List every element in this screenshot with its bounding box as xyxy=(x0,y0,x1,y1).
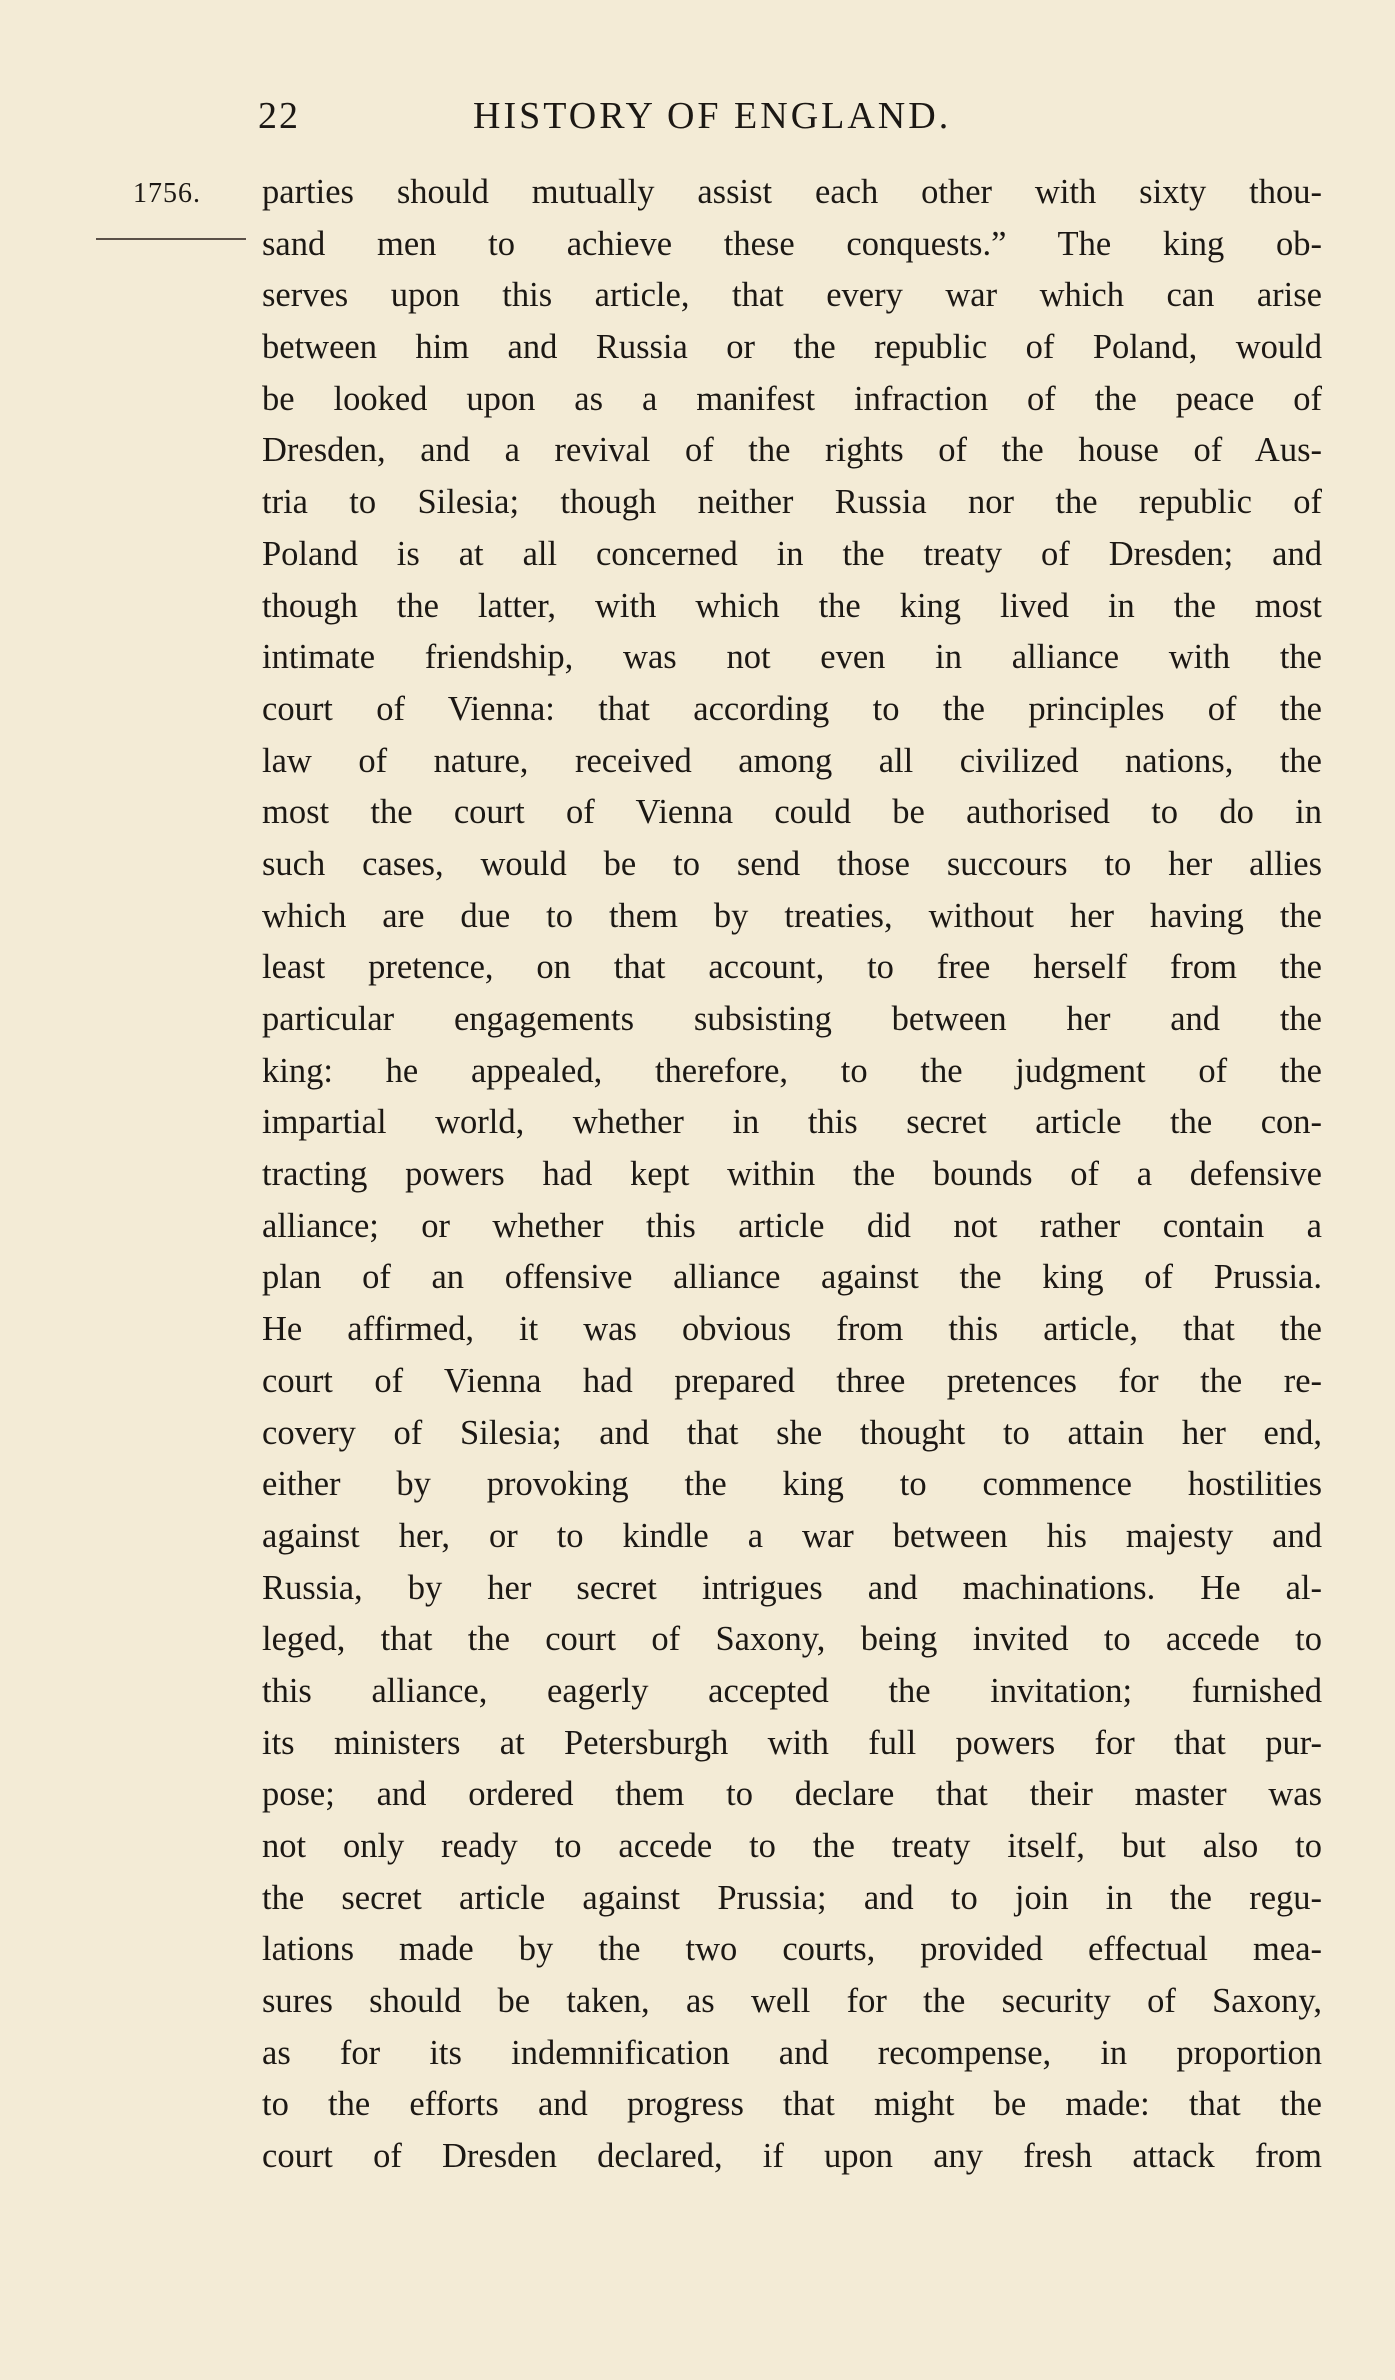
text-line: between him and Russia or the republic of Poland, would xyxy=(262,328,1322,367)
margin-rule xyxy=(96,238,246,240)
running-head xyxy=(258,86,1098,146)
text-line: its ministers at Petersburgh with full powers for that pur- xyxy=(262,1723,1322,1762)
text-line: Poland is at all concerned in the treaty of Dresden; and xyxy=(262,534,1322,573)
text-line: king: he appealed, therefore, to the judgment of the xyxy=(262,1051,1322,1090)
text-line: court of Vienna had prepared three pretences for the re- xyxy=(262,1361,1322,1400)
text-line: particular engagements subsisting between her and the xyxy=(262,1000,1322,1038)
text-line: such cases, would be to send those succours to her allies xyxy=(262,844,1322,883)
text-line: court of Dresden declared, if upon any fresh attack from xyxy=(262,2137,1322,2176)
text-line: pose; and ordered them to declare that their master was xyxy=(262,1775,1322,1814)
text-line: either by provoking the king to commence hostilities xyxy=(262,1465,1322,1504)
text-line: leged, that the court of Saxony, being invited to accede to xyxy=(262,1620,1322,1659)
text-line: covery of Silesia; and that she thought to attain her end, xyxy=(262,1413,1322,1452)
text-line: law of nature, received among all civilized nations, the xyxy=(262,741,1322,780)
margin-year-note: 1756. xyxy=(133,178,201,209)
text-line: to the efforts and progress that might be made: that the xyxy=(262,2085,1322,2124)
text-line: be looked upon as a manifest infraction of the peace of xyxy=(262,379,1322,418)
text-line: this alliance, eagerly accepted the invitation; furnished xyxy=(262,1671,1322,1710)
text-line: sures should be taken, as well for the security of Saxony, xyxy=(262,1982,1322,2021)
text-line: the secret article against Prussia; and to join in the regu- xyxy=(262,1878,1322,1917)
text-line: lations made by the two courts, provided effectual mea- xyxy=(262,1930,1322,1969)
text-line: plan of an offensive alliance against the king of Prussia. xyxy=(262,1258,1322,1297)
text-line: parties should mutually assist each other with sixty thou- xyxy=(262,173,1322,211)
page-number: 22 xyxy=(258,95,300,137)
text-line: alliance; or whether this article did not rather contain a xyxy=(262,1206,1322,1245)
running-title: HISTORY OF ENGLAND. xyxy=(473,95,952,137)
text-line: Dresden, and a revival of the rights of the house of Aus- xyxy=(262,431,1322,470)
text-line: He affirmed, it was obvious from this article, that the xyxy=(262,1310,1322,1349)
text-line: impartial world, whether in this secret article the con- xyxy=(262,1103,1322,1142)
text-line: intimate friendship, was not even in alliance with the xyxy=(262,638,1322,677)
text-line: against her, or to kindle a war between his majesty and xyxy=(262,1516,1322,1555)
text-line: most the court of Vienna could be authorised to do in xyxy=(262,793,1322,832)
text-line: court of Vienna: that according to the principles of the xyxy=(262,689,1322,728)
text-line: tracting powers had kept within the bounds of a defensive xyxy=(262,1155,1322,1194)
text-line: not only ready to accede to the treaty itself, but also to xyxy=(262,1827,1322,1865)
text-line: though the latter, with which the king lived in the most xyxy=(262,586,1322,625)
text-line: tria to Silesia; though neither Russia nor the republic of xyxy=(262,483,1322,522)
text-line: which are due to them by treaties, without her having the xyxy=(262,896,1322,935)
text-line: serves upon this article, that every war which can arise xyxy=(262,276,1322,315)
text-line: least pretence, on that account, to free herself from the xyxy=(262,948,1322,987)
text-line: as for its indemnification and recompense, in proportion xyxy=(262,2033,1322,2072)
text-line: sand men to achieve these conquests.” The king ob- xyxy=(262,224,1322,263)
body-text xyxy=(262,167,1322,2183)
text-line: Russia, by her secret intrigues and machinations. He al- xyxy=(262,1568,1322,1607)
